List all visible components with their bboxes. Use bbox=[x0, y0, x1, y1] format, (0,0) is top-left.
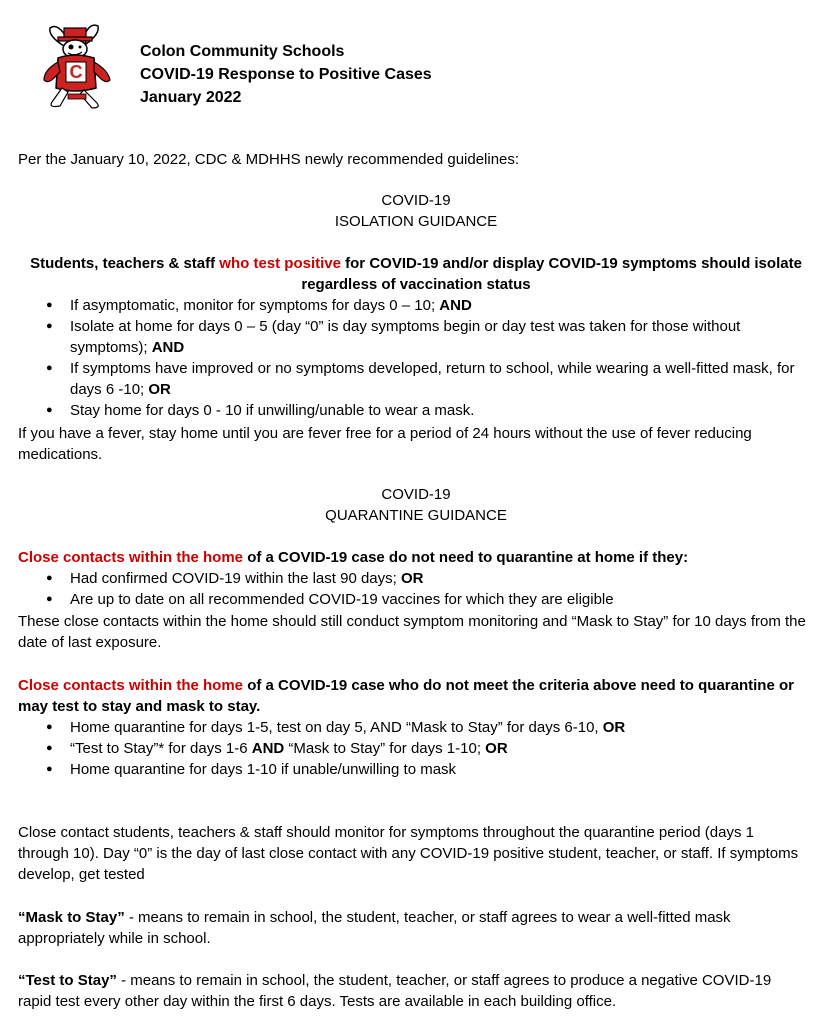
isolation-lead-a: Students, teachers & staff bbox=[30, 255, 220, 272]
list-item-text: Home quarantine for days 1-10 if unable/unwilling to mask bbox=[70, 761, 457, 778]
document-date: January 2022 bbox=[140, 89, 242, 106]
list-item-text: “Mask to Stay” for days 1-10; bbox=[284, 740, 486, 757]
list-item-connector: OR bbox=[602, 719, 626, 736]
list-item-connector: OR bbox=[148, 381, 171, 398]
close-contact-note: Close contact students, teachers & staff should monitor for symptoms throughout the quarantine period (days 1 through 10). Day “0” is the day of last close contact with any COVID-19 positive student, teacher, or staff. If symptoms develop, get tested bbox=[18, 824, 799, 883]
list-item bbox=[18, 295, 798, 316]
quarantine-heading-1: COVID-19 bbox=[381, 486, 451, 503]
definition-term: “Test to Stay” bbox=[18, 972, 117, 989]
intro-text: Per the January 10, 2022, CDC & MDHHS newly recommended guidelines: bbox=[18, 151, 520, 168]
svg-text:C: C bbox=[69, 62, 83, 82]
isolation-lead bbox=[18, 253, 814, 295]
definition-text: - means to remain in school, the student, teacher, or staff agrees to wear a well-fitted mask appropriately while in school. bbox=[18, 909, 731, 947]
document-header bbox=[140, 40, 432, 109]
quarantine-exempt-list bbox=[18, 568, 798, 610]
quarantine-exempt-lead bbox=[18, 547, 808, 568]
list-item-text: Are up to date on all recommended COVID-19 vaccines for which they are eligible bbox=[70, 591, 614, 608]
list-item bbox=[18, 589, 798, 610]
document-title: COVID-19 Response to Positive Cases bbox=[140, 66, 432, 83]
list-item-connector: AND bbox=[251, 740, 285, 757]
isolation-lead-red: who test positive bbox=[219, 255, 341, 272]
isolation-heading-2: ISOLATION GUIDANCE bbox=[334, 213, 498, 230]
isolation-lead-b: for COVID-19 and/or display COVID-19 symptoms should isolate regardless of vaccination status bbox=[301, 255, 802, 293]
isolation-heading-1: COVID-19 bbox=[381, 192, 451, 209]
list-item bbox=[18, 717, 798, 738]
isolation-list bbox=[18, 295, 798, 421]
list-item-text: If symptoms have improved or no symptoms developed, return to school, while wearing a well-fitted mask, for days 6 -10; bbox=[70, 360, 795, 398]
list-item-text: Home quarantine for days 1-5, test on day 5, AND “Mask to Stay” for days 6-10, bbox=[70, 719, 603, 736]
list-item-text: “Test to Stay”* for days 1-6 bbox=[70, 740, 252, 757]
list-item-connector: AND bbox=[439, 297, 472, 314]
school-name: Colon Community Schools bbox=[140, 43, 345, 60]
list-item bbox=[18, 759, 798, 780]
list-item-text: Had confirmed COVID-19 within the last 90 days; bbox=[70, 570, 401, 587]
quarantine-options-list bbox=[18, 717, 798, 780]
list-item bbox=[18, 568, 798, 589]
mask-to-stay-definition bbox=[18, 907, 808, 949]
fever-note: If you have a fever, stay home until you are fever free for a period of 24 hours without the use of fever reducing medications. bbox=[18, 425, 752, 463]
quarantine-heading-2: QUARANTINE GUIDANCE bbox=[325, 507, 507, 524]
list-item bbox=[18, 358, 798, 400]
list-item-text: Isolate at home for days 0 – 5 (day “0” is day symptoms begin or day test was taken for those without symptoms); bbox=[70, 318, 741, 356]
list-item bbox=[18, 738, 798, 759]
list-item-text: Stay home for days 0 - 10 if unwilling/unable to wear a mask. bbox=[70, 402, 475, 419]
quarantine-lead-rest: of a COVID-19 case who do not meet the criteria above need to quarantine or may test to stay and mask to stay. bbox=[18, 677, 794, 715]
list-item-text: If asymptomatic, monitor for symptoms for days 0 – 10; bbox=[70, 297, 440, 314]
quarantine-red-text: Close contacts within the home bbox=[18, 677, 244, 694]
list-item-connector: AND bbox=[151, 339, 185, 356]
test-to-stay-definition bbox=[18, 970, 808, 1012]
list-item-connector: OR bbox=[400, 570, 424, 587]
list-item bbox=[18, 400, 798, 421]
list-item-connector: OR bbox=[485, 740, 508, 757]
quarantine-lead-rest: of a COVID-19 case do not need to quarantine at home if they: bbox=[243, 549, 689, 566]
quarantine-required-lead bbox=[18, 675, 808, 717]
quarantine-monitoring-note: These close contacts within the home should still conduct symptom monitoring and “Mask to Stay” for 10 days from the date of last exposure. bbox=[18, 613, 806, 651]
definition-text: - means to remain in school, the student, teacher, or staff agrees to produce a negative COVID-19 rapid test every other day within the first 6 days. Tests are available in each building office. bbox=[18, 972, 772, 1010]
quarantine-red-text: Close contacts within the home bbox=[18, 549, 244, 566]
definition-term: “Mask to Stay” bbox=[18, 909, 125, 926]
rabbit-mascot-logo bbox=[38, 22, 118, 110]
list-item bbox=[18, 316, 798, 358]
